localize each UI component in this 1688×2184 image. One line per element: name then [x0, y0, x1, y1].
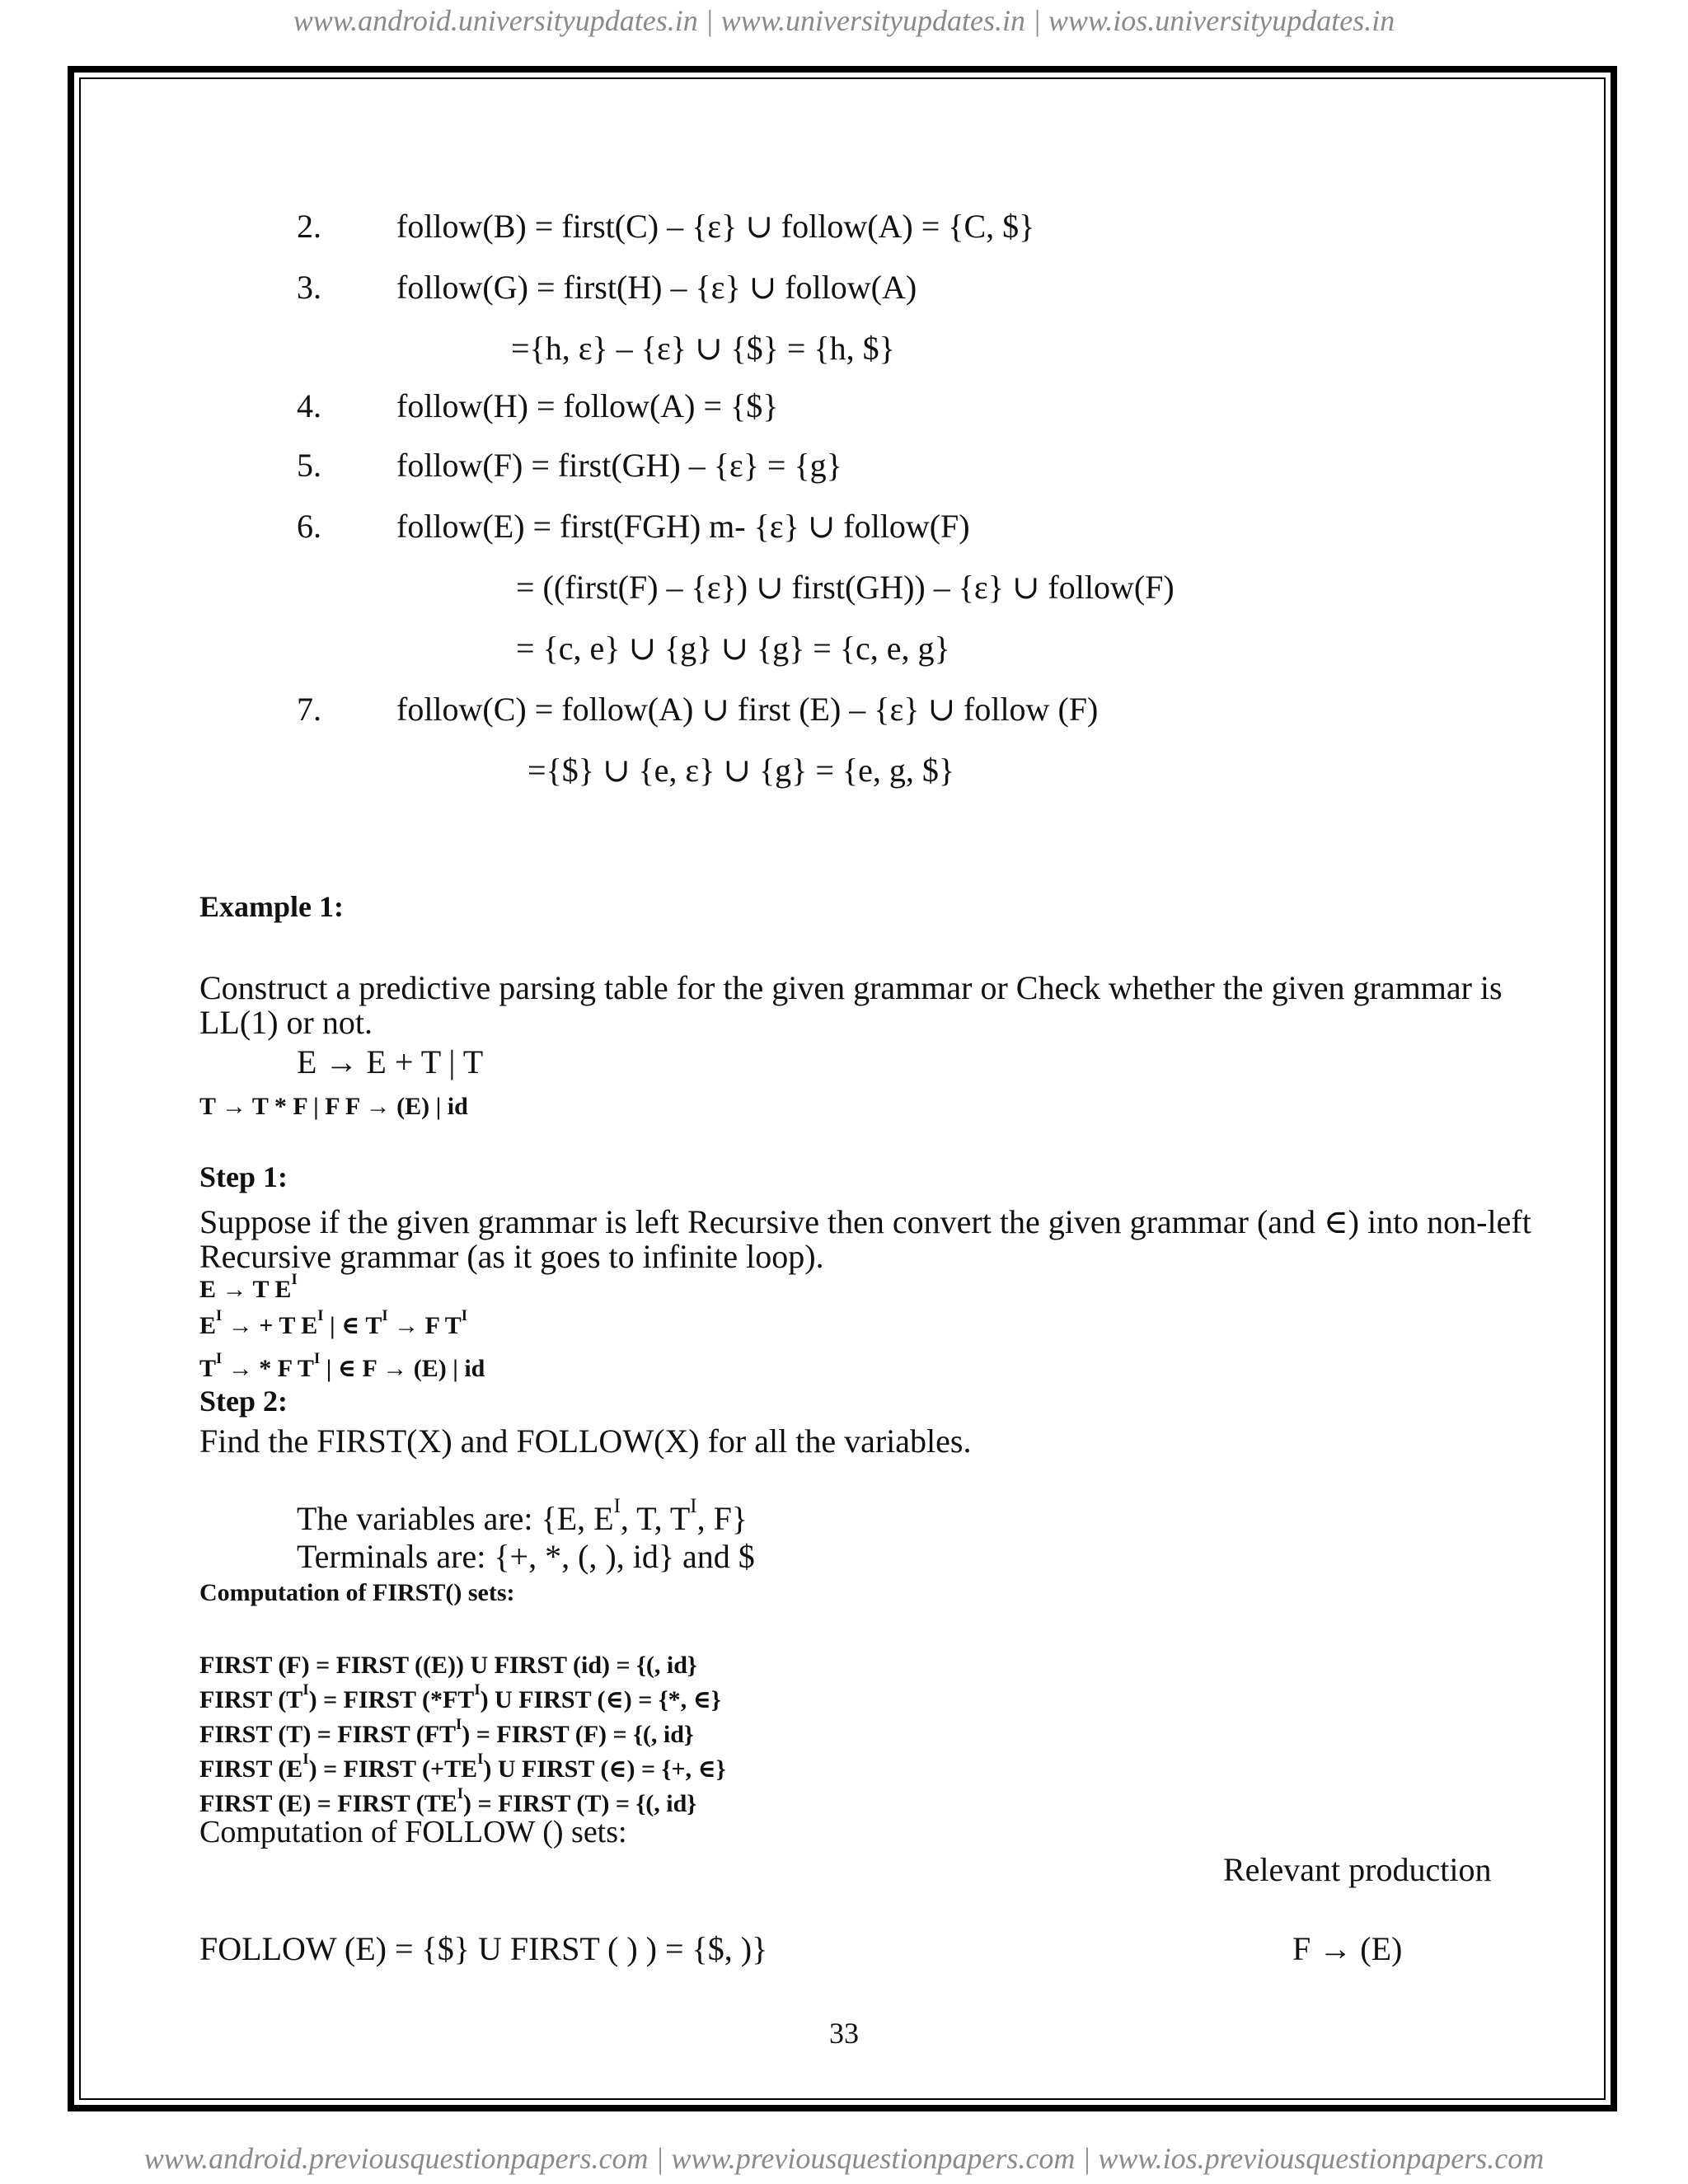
follow-h-line: follow(H) = follow(A) = {$} — [396, 387, 779, 424]
production-1: E → T $E^I$ — [199, 1271, 298, 1303]
follow-e-continuation: = ((first(F) – {ε}) ∪ first(GH)) – {ε} ∪ follow(F) — [516, 569, 1175, 606]
item-number: 7. — [297, 691, 321, 728]
grammar-line-1: E → E + T | T — [297, 1043, 484, 1080]
item-number: 6. — [297, 508, 321, 545]
example-paragraph-line1: Construct a predictive parsing table for the given grammar or Check whether the given grammar is — [199, 969, 1503, 1006]
step2-text: Find the FIRST(X) and FOLLOW(X) for all the variables. — [199, 1422, 972, 1460]
first-e-prime-line: FIRST $(E^I)$ = FIRST $(+TE^I)$ U FIRST (∈) = {+, ∈} — [199, 1750, 726, 1783]
follow-c-line: follow(C) = follow(A) ∪ first (E) – {ε} ∪ follow (F) — [396, 691, 1099, 728]
terminals-line: Terminals are: {+, *, (, ), id} and $ — [297, 1538, 755, 1575]
first-e-line: FIRST (E) = FIRST $(TE^I)$ = FIRST (T) = {(, id} — [199, 1785, 697, 1817]
step2-heading: Step 2: — [199, 1385, 288, 1418]
relevant-production-header: Relevant production — [1223, 1851, 1492, 1888]
follow-g-continuation: ={h, ε} – {ε} ∪ {$} = {h, $} — [511, 330, 895, 367]
first-t-prime-line: FIRST $(T^I)$ = FIRST $(*FT^I)$ U FIRST (∈) = {*, ∈} — [199, 1681, 721, 1713]
step1-heading: Step 1: — [199, 1160, 288, 1193]
follow-e-result: = {c, e} ∪ {g} ∪ {g} = {c, e, g} — [516, 630, 950, 667]
variables-line: The variables are: {E, $E^I$, T, $T^I$, F} — [297, 1494, 748, 1537]
first-t-line: FIRST (T) = FIRST $(FT^I)$ = FIRST (F) = {(, id} — [199, 1716, 694, 1748]
follow-b-line: follow(B) = first(C) – {ε} ∪ follow(A) = {C, $} — [396, 208, 1035, 245]
follow-g-line: follow(G) = first(H) – {ε} ∪ follow(A) — [396, 269, 917, 306]
item-number: 2. — [297, 208, 321, 245]
first-f-line: FIRST (F) = FIRST ((E)) U FIRST (id) = {(, id} — [199, 1652, 697, 1679]
example-heading: Example 1: — [199, 890, 344, 923]
follow-e-row: FOLLOW (E) = {$} U FIRST ( ) ) = {$, )} — [199, 1930, 768, 1967]
step1-text-line1: Suppose if the given grammar is left Recursive then convert the given grammar (and ∈) into non-left — [199, 1203, 1531, 1240]
follow-f-line: follow(F) = first(GH) – {ε} = {g} — [396, 447, 842, 484]
watermark-bottom: www.android.previousquestionpapers.com | www.previousquestionpapers.com | www.ios.previousquestionpapers.com — [143, 2142, 1545, 2175]
page-number: 33 — [829, 2017, 859, 2050]
step1-text-line2: Recursive grammar (as it goes to infinite loop). — [199, 1238, 824, 1275]
production-3: $T^I$ → * F $T^I$ | ∈ F → (E) | id — [199, 1350, 485, 1382]
follow-c-result: ={$} ∪ {e, ε} ∪ {g} = {e, g, $} — [528, 752, 955, 789]
grammar-line-2: T → T * F | F F → (E) | id — [199, 1093, 468, 1120]
item-number: 3. — [297, 269, 321, 306]
first-sets-heading: Computation of FIRST() sets: — [199, 1579, 515, 1606]
item-number: 4. — [297, 387, 321, 424]
watermark-top: www.android.universityupdates.in | www.universityupdates.in | www.ios.universityupdates.in — [293, 4, 1395, 37]
example-paragraph-line2: LL(1) or not. — [199, 1004, 373, 1041]
follow-e-production: F → (E) — [1292, 1930, 1403, 1967]
production-2: $E^I$ → + T $E^I$ | ∈ $T^I \to F$ $T^I$ — [199, 1307, 468, 1339]
follow-e-line: follow(E) = first(FGH) m- {ε} ∪ follow(F) — [396, 508, 970, 545]
follow-sets-heading: Computation of FOLLOW () sets: — [199, 1815, 627, 1849]
item-number: 5. — [297, 447, 321, 484]
